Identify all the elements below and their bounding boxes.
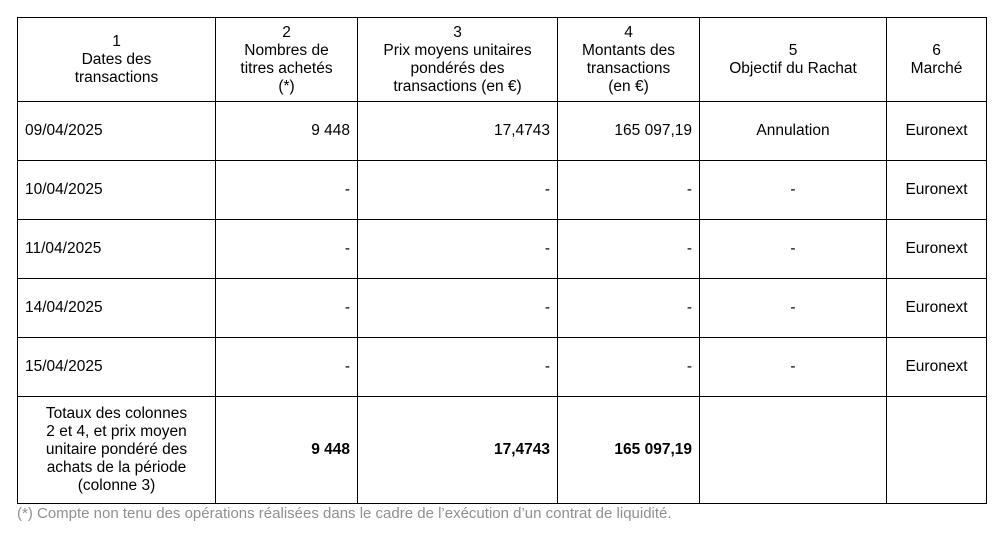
total-objective: [700, 397, 887, 504]
cell-objective: Annulation: [700, 102, 887, 161]
cell-shares: -: [216, 279, 358, 338]
total-amount: 165 097,19: [558, 397, 700, 504]
total-shares: 9 448: [216, 397, 358, 504]
header-dates: [18, 18, 216, 102]
header-market: [887, 18, 987, 102]
cell-objective: -: [700, 220, 887, 279]
cell-date: 09/04/2025: [18, 102, 216, 161]
table-row: [18, 338, 987, 397]
total-avg-price: 17,4743: [358, 397, 558, 504]
cell-amount: -: [558, 279, 700, 338]
totals-label-line: (colonne 3): [77, 477, 156, 494]
cell-date: 15/04/2025: [18, 338, 216, 397]
cell-amount: -: [558, 338, 700, 397]
header-line: pondérés des: [410, 59, 505, 77]
cell-shares: 9 448: [216, 102, 358, 161]
cell-shares: -: [216, 220, 358, 279]
totals-label: [18, 397, 216, 504]
header-line: (en €): [608, 77, 649, 95]
cell-objective: -: [700, 279, 887, 338]
header-line: Prix moyens unitaires: [383, 41, 532, 59]
cell-avg-price: -: [358, 279, 558, 338]
cell-amount: -: [558, 220, 700, 279]
header-line: transactions (en €): [393, 77, 522, 95]
header-row: [18, 18, 987, 102]
header-line: transactions: [586, 59, 671, 77]
cell-date: 10/04/2025: [18, 161, 216, 220]
total-market: [887, 397, 987, 504]
header-line: Montants des: [581, 41, 676, 59]
cell-amount: -: [558, 161, 700, 220]
cell-objective: -: [700, 161, 887, 220]
header-line: Dates des: [81, 50, 152, 68]
cell-market: Euronext: [887, 338, 987, 397]
cell-avg-price: -: [358, 338, 558, 397]
cell-shares: -: [216, 338, 358, 397]
totals-row: [18, 397, 987, 504]
header-shares: [216, 18, 358, 102]
cell-market: Euronext: [887, 102, 987, 161]
totals-label-line: 2 et 4, et prix moyen: [46, 423, 187, 440]
header-line: Marché: [910, 59, 963, 77]
cell-amount: 165 097,19: [558, 102, 700, 161]
header-number: 4: [624, 23, 633, 41]
table-row: [18, 279, 987, 338]
header-amounts: [558, 18, 700, 102]
header-line: Nombres de: [244, 41, 329, 59]
footnote: (*) Compte non tenu des opérations réalisées dans le cadre de l’exécution d’un contrat de liquidité.: [17, 505, 672, 522]
header-number: 2: [282, 23, 291, 41]
cell-shares: -: [216, 161, 358, 220]
totals-label-line: unitaire pondéré des: [45, 441, 188, 458]
cell-avg-price: -: [358, 161, 558, 220]
header-line: titres achetés: [240, 59, 333, 77]
header-avg-price: [358, 18, 558, 102]
cell-objective: -: [700, 338, 887, 397]
header-number: 6: [932, 41, 941, 59]
header-line: (*): [278, 77, 295, 95]
cell-market: Euronext: [887, 279, 987, 338]
table-row: [18, 102, 987, 161]
totals-label-line: achats de la période: [46, 459, 187, 476]
cell-avg-price: -: [358, 220, 558, 279]
table-row: [18, 220, 987, 279]
header-line: transactions: [74, 68, 159, 86]
totals-label-line: Totaux des colonnes: [45, 405, 188, 422]
cell-date: 14/04/2025: [18, 279, 216, 338]
cell-date: 11/04/2025: [18, 220, 216, 279]
cell-market: Euronext: [887, 220, 987, 279]
header-number: 1: [112, 32, 121, 50]
table-row: [18, 161, 987, 220]
header-number: 5: [788, 41, 798, 59]
header-line: Objectif du Rachat: [729, 59, 857, 77]
cell-market: Euronext: [887, 161, 987, 220]
cell-avg-price: 17,4743: [358, 102, 558, 161]
header-objective: [700, 18, 887, 102]
transactions-table: [17, 17, 987, 504]
header-number: 3: [453, 23, 462, 41]
